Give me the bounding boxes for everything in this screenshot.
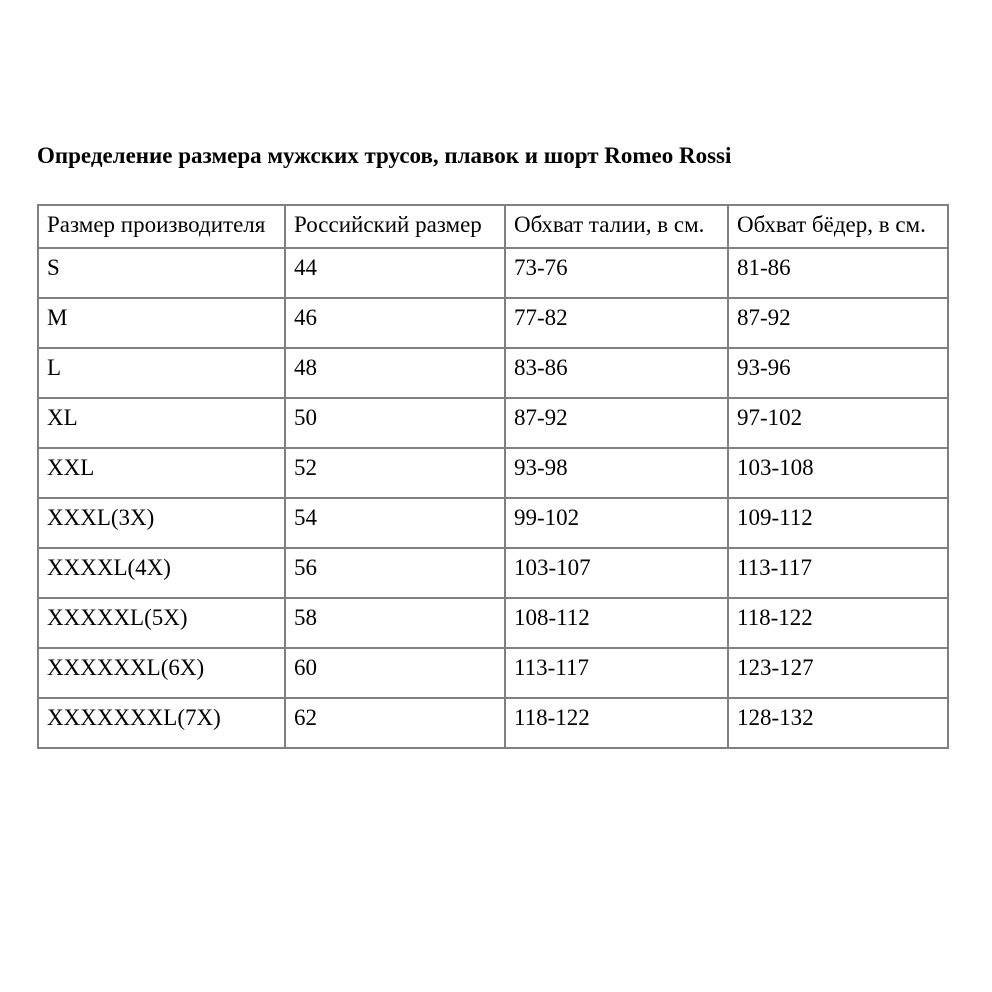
table-row [38,498,948,548]
size-chart-table [37,204,949,749]
cell-hips: 109-112 [728,498,948,548]
cell-hips: 97-102 [728,398,948,448]
table-header-row [38,205,948,248]
column-header-waist: Обхват талии, в см. [505,205,728,248]
table-row [38,698,948,748]
cell-waist: 118-122 [505,698,728,748]
cell-waist: 93-98 [505,448,728,498]
table-row [38,648,948,698]
cell-waist: 83-86 [505,348,728,398]
table-row [38,298,948,348]
cell-russian-size: 62 [285,698,505,748]
cell-russian-size: 48 [285,348,505,398]
cell-waist: 99-102 [505,498,728,548]
cell-hips: 93-96 [728,348,948,398]
cell-manufacturer-size: M [38,298,285,348]
cell-hips: 81-86 [728,248,948,298]
cell-waist: 73-76 [505,248,728,298]
table-row [38,548,948,598]
cell-waist: 103-107 [505,548,728,598]
table-row [38,398,948,448]
table-row [38,348,948,398]
cell-russian-size: 56 [285,548,505,598]
cell-manufacturer-size: XXL [38,448,285,498]
cell-manufacturer-size: XXXXXXL(6X) [38,648,285,698]
cell-manufacturer-size: L [38,348,285,398]
cell-russian-size: 58 [285,598,505,648]
cell-waist: 108-112 [505,598,728,648]
cell-waist: 87-92 [505,398,728,448]
cell-russian-size: 44 [285,248,505,298]
cell-russian-size: 60 [285,648,505,698]
cell-hips: 113-117 [728,548,948,598]
column-header-hips: Обхват бёдер, в см. [728,205,948,248]
cell-russian-size: 54 [285,498,505,548]
page-title: Определение размера мужских трусов, плавок и шорт Romeo Rossi [37,143,732,168]
cell-hips: 87-92 [728,298,948,348]
cell-hips: 128-132 [728,698,948,748]
cell-manufacturer-size: XXXL(3X) [38,498,285,548]
cell-manufacturer-size: S [38,248,285,298]
cell-manufacturer-size: XL [38,398,285,448]
table-row [38,598,948,648]
cell-hips: 123-127 [728,648,948,698]
cell-hips: 118-122 [728,598,948,648]
cell-manufacturer-size: XXXXXXXL(7X) [38,698,285,748]
cell-manufacturer-size: XXXXXL(5X) [38,598,285,648]
column-header-russian-size: Российский размер [285,205,505,248]
cell-manufacturer-size: XXXXL(4X) [38,548,285,598]
table-row [38,248,948,298]
cell-waist: 77-82 [505,298,728,348]
cell-russian-size: 52 [285,448,505,498]
cell-russian-size: 50 [285,398,505,448]
table-row [38,448,948,498]
cell-russian-size: 46 [285,298,505,348]
cell-hips: 103-108 [728,448,948,498]
cell-waist: 113-117 [505,648,728,698]
column-header-manufacturer-size: Размер производителя [38,205,285,248]
